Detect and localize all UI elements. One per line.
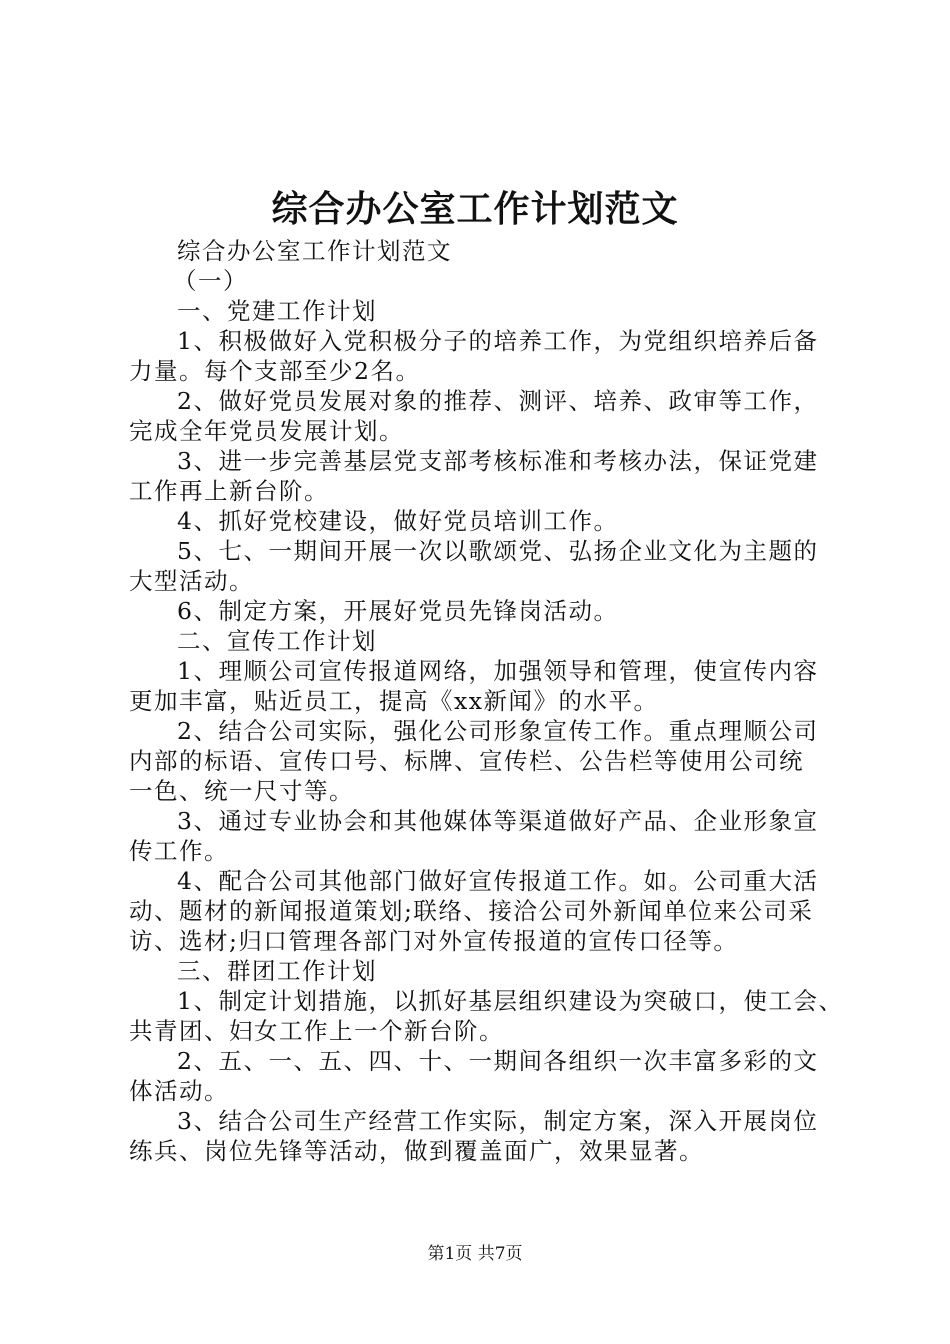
paragraph-line: 1、积极做好入党积极分子的培养工作，为党组织培养后备 (177, 327, 819, 355)
paragraph-line: 3、通过专业协会和其他媒体等渠道做好产品、企业形象宣 (177, 807, 819, 835)
paragraph-line: 更加丰富，贴近员工，提高《xx新闻》的水平。 (129, 687, 659, 715)
paragraph-line: 练兵、岗位先锋等活动，做到覆盖面广，效果显著。 (129, 1137, 704, 1165)
section-heading: 三、群团工作计划 (177, 957, 377, 985)
paragraph-line: 2、做好党员发展对象的推荐、测评、培养、政审等工作， (177, 387, 819, 415)
subtitle-line: 综合办公室工作计划范文 (177, 237, 452, 265)
paragraph-line: 大型活动。 (129, 567, 254, 595)
paragraph-line: 体活动。 (129, 1077, 229, 1105)
paragraph-line: 力量。每个支部至少2名。 (129, 357, 421, 385)
paragraph-line: 内部的标语、宣传口号、标牌、宣传栏、公告栏等使用公司统 (129, 747, 804, 775)
paragraph-line: 6、制定方案，开展好党员先锋岗活动。 (177, 597, 619, 625)
paragraph-line: 共青团、妇女工作上一个新台阶。 (129, 1017, 504, 1045)
paragraph-line: 1、制定计划措施，以抓好基层组织建设为突破口，使工会、 (177, 987, 844, 1015)
page-number-footer: 第1页 共7页 (427, 1244, 523, 1264)
document-body (129, 236, 849, 1166)
paragraph-line: 工作再上新台阶。 (129, 477, 329, 505)
paragraph-line: 完成全年党员发展计划。 (129, 417, 404, 445)
paragraph-line: 2、五、一、五、四、十、一期间各组织一次丰富多彩的文 (177, 1047, 819, 1075)
section-heading: 二、宣传工作计划 (177, 627, 377, 655)
paragraph-line: 传工作。 (129, 837, 229, 865)
paragraph-line: 动、题材的新闻报道策划;联络、接洽公司外新闻单位来公司采 (129, 897, 814, 925)
paragraph-line: 访、选材;归口管理各部门对外宣传报道的宣传口径等。 (129, 927, 739, 955)
paragraph-line: 3、结合公司生产经营工作实际，制定方案，深入开展岗位 (177, 1107, 819, 1135)
section-heading: 一、党建工作计划 (177, 297, 377, 325)
paragraph-line: 5、七、一期间开展一次以歌颂党、弘扬企业文化为主题的 (177, 537, 819, 565)
document-title: 综合办公室工作计划范文 (271, 188, 679, 230)
paragraph-line: 1、理顺公司宣传报道网络，加强领导和管理，使宣传内容 (177, 657, 819, 685)
section-marker: （一） (173, 267, 248, 295)
paragraph-line: 3、进一步完善基层党支部考核标准和考核办法，保证党建 (177, 447, 819, 475)
paragraph-line: 2、结合公司实际，强化公司形象宣传工作。重点理顺公司 (177, 717, 819, 745)
paragraph-line: 一色、统一尺寸等。 (129, 777, 354, 805)
paragraph-line: 4、配合公司其他部门做好宣传报道工作。如。公司重大活 (177, 867, 819, 895)
paragraph-line: 4、抓好党校建设，做好党员培训工作。 (177, 507, 619, 535)
